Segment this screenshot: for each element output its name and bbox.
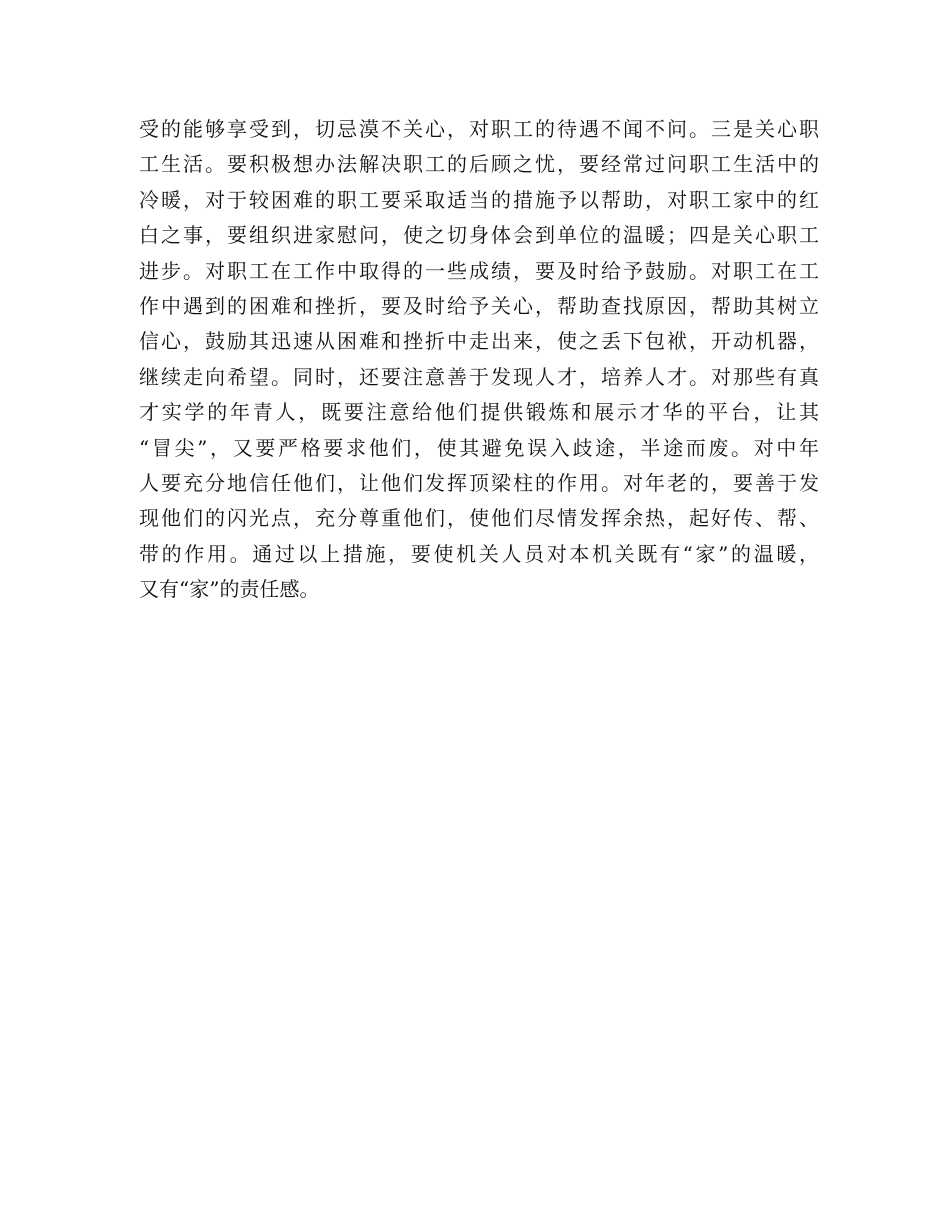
text-line: 继续走向希望。同时，还要注意善于发现人才，培养人才。对那些有真 — [139, 364, 819, 389]
text-line: 白之事，要组织进家慰问，使之切身体会到单位的温暖；四是关心职工 — [139, 223, 819, 248]
text-line: 作中遇到的困难和挫折，要及时给予关心，帮助查找原因，帮助其树立 — [139, 293, 819, 318]
text-line: “冒尖”，又要严格要求他们，使其避免误入歧途，半途而废。对中年 — [139, 435, 819, 460]
text-line: 工生活。要积极想办法解决职工的后顾之忧，要经常过问职工生活中的 — [139, 152, 819, 177]
text-line: 进步。对职工在工作中取得的一些成绩，要及时给予鼓励。对职工在工 — [139, 258, 819, 283]
text-line: 现他们的闪光点，充分尊重他们，使他们尽情发挥余热，起好传、帮、 — [139, 506, 819, 531]
text-line: 才实学的年青人，既要注意给他们提供锻炼和展示才华的平台，让其 — [139, 400, 819, 425]
text-line: 人要充分地信任他们，让他们发挥顶梁柱的作用。对年老的，要善于发 — [139, 470, 819, 495]
text-line: 受的能够享受到，切忌漠不关心，对职工的待遇不闻不问。三是关心职 — [139, 117, 819, 141]
text-line: 信心，鼓励其迅速从困难和挫折中走出来，使之丢下包袱，开动机器， — [139, 329, 819, 354]
text-line: 冷暖，对于较困难的职工要采取适当的措施予以帮助，对职工家中的红 — [139, 187, 819, 212]
text-line: 又有“家”的责任感。 — [139, 577, 320, 602]
text-line: 带的作用。通过以上措施，要使机关人员对本机关既有“家”的温暖， — [139, 541, 819, 566]
body-paragraph — [139, 112, 819, 607]
